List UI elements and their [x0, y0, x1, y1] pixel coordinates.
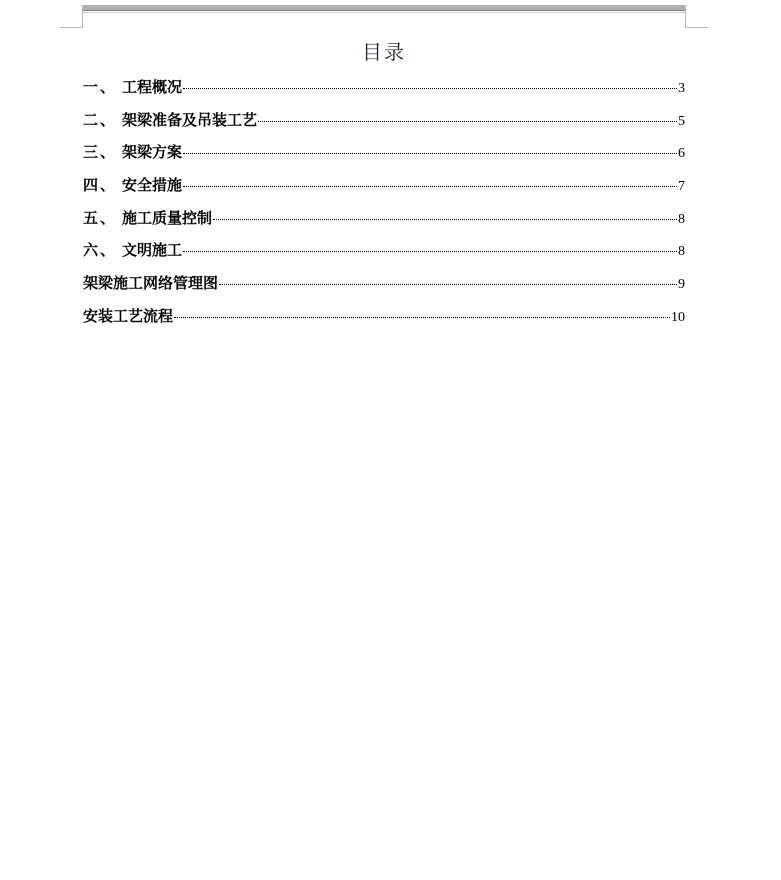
header-rule-thin	[83, 12, 685, 13]
toc-entry-separator: 、	[100, 176, 116, 195]
toc-entry-page: 9	[678, 277, 685, 293]
toc-entry-title: 架梁施工网络管理图	[83, 274, 219, 293]
toc-entry[interactable]	[83, 76, 685, 109]
toc-entry-page: 5	[678, 113, 685, 129]
toc-entry-label	[83, 109, 257, 130]
toc-entry[interactable]	[83, 174, 685, 207]
crop-mark-top-right	[685, 5, 708, 28]
toc-entry-page: 10	[671, 309, 685, 325]
toc-entry-number: 六	[83, 241, 99, 260]
toc-entry-page: 3	[678, 81, 685, 96]
toc-entry-number: 一	[83, 78, 99, 96]
toc-title: 目录	[362, 40, 406, 64]
toc-entry-title: 文明施工	[122, 241, 183, 260]
toc-entry-title: 施工质量控制	[122, 208, 213, 227]
toc-dot-leader	[183, 153, 677, 154]
toc-entry-number: 五	[83, 208, 99, 227]
toc-dot-leader	[183, 88, 677, 89]
toc-entry[interactable]	[83, 207, 685, 240]
toc-dot-leader	[213, 219, 677, 220]
toc-entry-label	[83, 272, 218, 293]
toc-entry-title: 架梁方案	[122, 143, 183, 162]
toc-entry[interactable]	[83, 305, 685, 338]
toc-entry[interactable]	[83, 239, 685, 272]
toc-dot-leader	[183, 251, 677, 252]
toc-dot-leader	[258, 121, 677, 122]
toc-entry-label	[83, 141, 182, 162]
toc-entry-title: 架梁准备及吊装工艺	[122, 110, 258, 129]
toc-entry-label	[83, 76, 182, 97]
toc-dot-leader	[219, 284, 677, 285]
crop-mark-top-left	[60, 5, 83, 28]
toc-entry-page: 8	[678, 244, 685, 260]
toc-entry[interactable]	[83, 141, 685, 174]
toc-entry[interactable]	[83, 272, 685, 305]
toc-entry-label	[83, 305, 173, 326]
toc-entry-number: 四	[83, 176, 99, 195]
toc-entry-label	[83, 174, 182, 195]
toc-entry-title: 工程概况	[122, 78, 183, 96]
toc-entry-page: 7	[678, 179, 685, 195]
toc-dot-leader	[183, 186, 677, 187]
toc-list	[83, 76, 685, 338]
toc-dot-leader	[174, 317, 670, 318]
toc-entry-label	[83, 239, 182, 260]
toc-entry-label	[83, 207, 212, 228]
toc-entry-page: 8	[678, 211, 685, 227]
toc-entry[interactable]	[83, 109, 685, 142]
toc-entry-number: 三	[83, 143, 99, 162]
toc-entry-separator: 、	[100, 241, 116, 260]
header-rule	[83, 5, 685, 11]
toc-entry-title: 安装工艺流程	[83, 306, 174, 325]
toc-entry-separator: 、	[100, 143, 116, 162]
toc-entry-page: 6	[678, 146, 685, 162]
toc-entry-number: 二	[83, 110, 99, 129]
toc-entry-separator: 、	[100, 208, 116, 227]
toc-entry-separator: 、	[100, 110, 116, 129]
toc-entry-title: 安全措施	[122, 176, 183, 195]
toc-entry-separator: 、	[100, 78, 116, 96]
